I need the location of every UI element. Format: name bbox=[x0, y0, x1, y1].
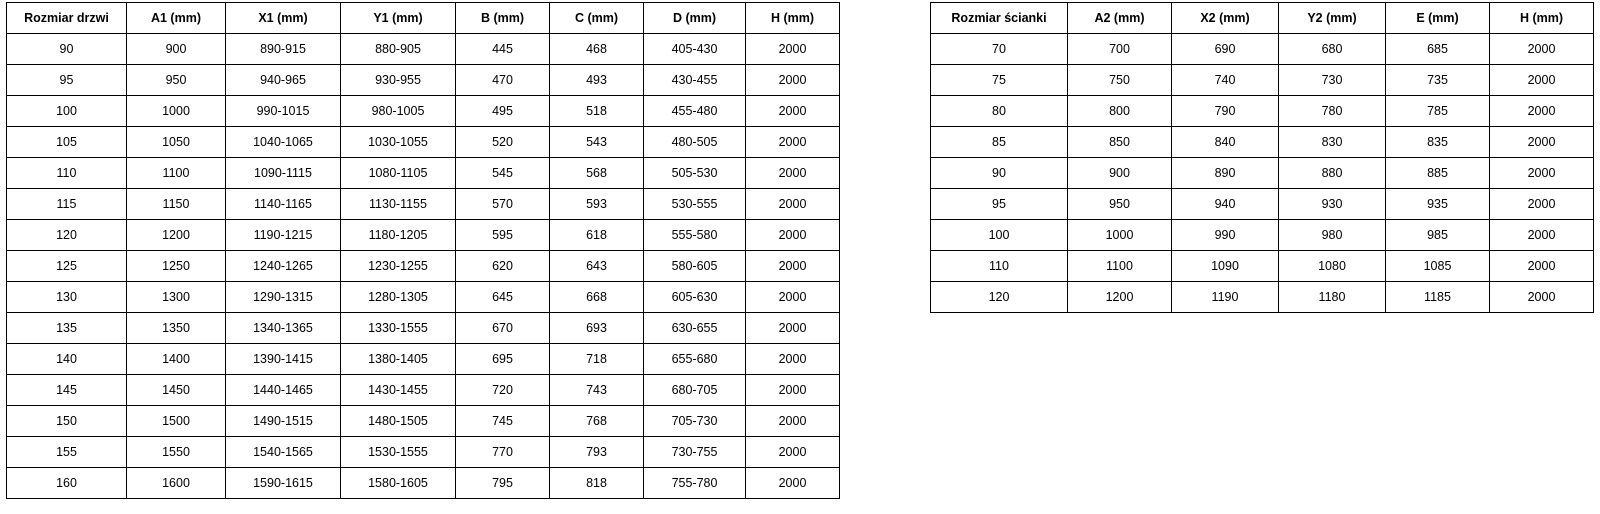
table-row bbox=[7, 375, 840, 406]
walls-cell: 890 bbox=[1172, 158, 1279, 189]
walls-cell: 75 bbox=[931, 65, 1068, 96]
doors-cell: 1280-1305 bbox=[341, 282, 456, 313]
doors-cell: 618 bbox=[550, 220, 644, 251]
doors-table-body bbox=[7, 34, 840, 499]
table-row bbox=[7, 127, 840, 158]
table-header-row bbox=[7, 3, 840, 34]
doors-cell: 470 bbox=[456, 65, 550, 96]
walls-cell: 840 bbox=[1172, 127, 1279, 158]
doors-cell: 555-580 bbox=[644, 220, 746, 251]
walls-column-header: Y2 (mm) bbox=[1279, 3, 1386, 34]
doors-cell: 145 bbox=[7, 375, 127, 406]
doors-cell: 730-755 bbox=[644, 437, 746, 468]
walls-cell: 950 bbox=[1068, 189, 1172, 220]
doors-cell: 2000 bbox=[746, 344, 840, 375]
doors-cell: 743 bbox=[550, 375, 644, 406]
walls-cell: 935 bbox=[1386, 189, 1490, 220]
table-row bbox=[7, 158, 840, 189]
table-row bbox=[7, 34, 840, 65]
doors-cell: 755-780 bbox=[644, 468, 746, 499]
doors-cell: 545 bbox=[456, 158, 550, 189]
doors-cell: 1440-1465 bbox=[226, 375, 341, 406]
doors-cell: 105 bbox=[7, 127, 127, 158]
doors-cell: 1400 bbox=[127, 344, 226, 375]
doors-cell: 568 bbox=[550, 158, 644, 189]
doors-cell: 1590-1615 bbox=[226, 468, 341, 499]
doors-cell: 950 bbox=[127, 65, 226, 96]
walls-cell: 1180 bbox=[1279, 282, 1386, 313]
doors-cell: 430-455 bbox=[644, 65, 746, 96]
walls-cell: 80 bbox=[931, 96, 1068, 127]
walls-column-header: E (mm) bbox=[1386, 3, 1490, 34]
doors-cell: 115 bbox=[7, 189, 127, 220]
doors-cell: 495 bbox=[456, 96, 550, 127]
doors-cell: 1330-1555 bbox=[341, 313, 456, 344]
table-header-row bbox=[931, 3, 1594, 34]
walls-cell: 100 bbox=[931, 220, 1068, 251]
doors-cell: 1450 bbox=[127, 375, 226, 406]
walls-cell: 800 bbox=[1068, 96, 1172, 127]
walls-cell: 850 bbox=[1068, 127, 1172, 158]
walls-cell: 70 bbox=[931, 34, 1068, 65]
doors-cell: 695 bbox=[456, 344, 550, 375]
table-row bbox=[7, 251, 840, 282]
doors-cell: 2000 bbox=[746, 96, 840, 127]
doors-cell: 2000 bbox=[746, 468, 840, 499]
walls-cell: 685 bbox=[1386, 34, 1490, 65]
doors-cell: 135 bbox=[7, 313, 127, 344]
doors-cell: 705-730 bbox=[644, 406, 746, 437]
doors-cell: 405-430 bbox=[644, 34, 746, 65]
table-row bbox=[7, 406, 840, 437]
doors-column-header: D (mm) bbox=[644, 3, 746, 34]
doors-cell: 1380-1405 bbox=[341, 344, 456, 375]
walls-cell: 95 bbox=[931, 189, 1068, 220]
doors-cell: 1580-1605 bbox=[341, 468, 456, 499]
walls-table-body bbox=[931, 34, 1594, 313]
doors-cell: 1250 bbox=[127, 251, 226, 282]
doors-cell: 655-680 bbox=[644, 344, 746, 375]
walls-cell: 900 bbox=[1068, 158, 1172, 189]
table-row bbox=[931, 96, 1594, 127]
doors-cell: 2000 bbox=[746, 375, 840, 406]
walls-cell: 885 bbox=[1386, 158, 1490, 189]
doors-cell: 593 bbox=[550, 189, 644, 220]
walls-cell: 2000 bbox=[1490, 282, 1594, 313]
doors-cell: 580-605 bbox=[644, 251, 746, 282]
walls-cell: 785 bbox=[1386, 96, 1490, 127]
doors-cell: 2000 bbox=[746, 406, 840, 437]
doors-cell: 720 bbox=[456, 375, 550, 406]
walls-cell: 1080 bbox=[1279, 251, 1386, 282]
doors-cell: 668 bbox=[550, 282, 644, 313]
walls-cell: 1185 bbox=[1386, 282, 1490, 313]
doors-dimension-table bbox=[6, 2, 840, 499]
doors-cell: 1100 bbox=[127, 158, 226, 189]
doors-cell: 1030-1055 bbox=[341, 127, 456, 158]
table-row bbox=[7, 189, 840, 220]
doors-cell: 468 bbox=[550, 34, 644, 65]
doors-cell: 880-905 bbox=[341, 34, 456, 65]
doors-cell: 2000 bbox=[746, 158, 840, 189]
doors-column-header: C (mm) bbox=[550, 3, 644, 34]
doors-cell: 530-555 bbox=[644, 189, 746, 220]
doors-cell: 980-1005 bbox=[341, 96, 456, 127]
doors-cell: 1550 bbox=[127, 437, 226, 468]
walls-cell: 2000 bbox=[1490, 65, 1594, 96]
table-row bbox=[7, 437, 840, 468]
doors-cell: 1230-1255 bbox=[341, 251, 456, 282]
doors-cell: 745 bbox=[456, 406, 550, 437]
doors-cell: 160 bbox=[7, 468, 127, 499]
doors-cell: 95 bbox=[7, 65, 127, 96]
walls-cell: 2000 bbox=[1490, 127, 1594, 158]
doors-cell: 1430-1455 bbox=[341, 375, 456, 406]
doors-cell: 1600 bbox=[127, 468, 226, 499]
walls-cell: 880 bbox=[1279, 158, 1386, 189]
walls-cell: 1085 bbox=[1386, 251, 1490, 282]
table-row bbox=[7, 65, 840, 96]
doors-cell: 1240-1265 bbox=[226, 251, 341, 282]
doors-cell: 1490-1515 bbox=[226, 406, 341, 437]
doors-cell: 2000 bbox=[746, 220, 840, 251]
doors-cell: 455-480 bbox=[644, 96, 746, 127]
doors-cell: 1090-1115 bbox=[226, 158, 341, 189]
doors-cell: 1140-1165 bbox=[226, 189, 341, 220]
doors-cell: 670 bbox=[456, 313, 550, 344]
doors-cell: 110 bbox=[7, 158, 127, 189]
doors-cell: 900 bbox=[127, 34, 226, 65]
table-row bbox=[7, 220, 840, 251]
doors-column-header: B (mm) bbox=[456, 3, 550, 34]
doors-cell: 1150 bbox=[127, 189, 226, 220]
doors-cell: 1180-1205 bbox=[341, 220, 456, 251]
doors-cell: 770 bbox=[456, 437, 550, 468]
doors-cell: 1040-1065 bbox=[226, 127, 341, 158]
doors-cell: 1000 bbox=[127, 96, 226, 127]
walls-cell: 835 bbox=[1386, 127, 1490, 158]
walls-cell: 690 bbox=[1172, 34, 1279, 65]
doors-cell: 990-1015 bbox=[226, 96, 341, 127]
doors-cell: 818 bbox=[550, 468, 644, 499]
doors-cell: 643 bbox=[550, 251, 644, 282]
walls-cell: 735 bbox=[1386, 65, 1490, 96]
doors-cell: 518 bbox=[550, 96, 644, 127]
table-row bbox=[931, 158, 1594, 189]
walls-cell: 85 bbox=[931, 127, 1068, 158]
doors-cell: 630-655 bbox=[644, 313, 746, 344]
doors-cell: 2000 bbox=[746, 282, 840, 313]
doors-cell: 2000 bbox=[746, 65, 840, 96]
walls-cell: 1000 bbox=[1068, 220, 1172, 251]
walls-cell: 1090 bbox=[1172, 251, 1279, 282]
walls-column-header: H (mm) bbox=[1490, 3, 1594, 34]
doors-cell: 1390-1415 bbox=[226, 344, 341, 375]
doors-cell: 793 bbox=[550, 437, 644, 468]
doors-cell: 2000 bbox=[746, 127, 840, 158]
walls-cell: 700 bbox=[1068, 34, 1172, 65]
walls-cell: 990 bbox=[1172, 220, 1279, 251]
table-row bbox=[7, 313, 840, 344]
doors-cell: 120 bbox=[7, 220, 127, 251]
table-row bbox=[7, 282, 840, 313]
doors-cell: 90 bbox=[7, 34, 127, 65]
walls-cell: 1190 bbox=[1172, 282, 1279, 313]
doors-cell: 620 bbox=[456, 251, 550, 282]
table-row bbox=[931, 251, 1594, 282]
table-row bbox=[7, 468, 840, 499]
doors-cell: 2000 bbox=[746, 313, 840, 344]
walls-cell: 2000 bbox=[1490, 96, 1594, 127]
doors-cell: 570 bbox=[456, 189, 550, 220]
doors-cell: 1130-1155 bbox=[341, 189, 456, 220]
doors-cell: 155 bbox=[7, 437, 127, 468]
doors-cell: 1300 bbox=[127, 282, 226, 313]
doors-cell: 140 bbox=[7, 344, 127, 375]
doors-cell: 645 bbox=[456, 282, 550, 313]
walls-cell: 2000 bbox=[1490, 189, 1594, 220]
table-row bbox=[931, 34, 1594, 65]
doors-cell: 1050 bbox=[127, 127, 226, 158]
walls-cell: 980 bbox=[1279, 220, 1386, 251]
doors-cell: 693 bbox=[550, 313, 644, 344]
doors-cell: 543 bbox=[550, 127, 644, 158]
walls-cell: 790 bbox=[1172, 96, 1279, 127]
table-row bbox=[931, 220, 1594, 251]
doors-dimension-table-container bbox=[6, 2, 840, 499]
walls-cell: 730 bbox=[1279, 65, 1386, 96]
doors-cell: 125 bbox=[7, 251, 127, 282]
walls-cell: 780 bbox=[1279, 96, 1386, 127]
walls-cell: 110 bbox=[931, 251, 1068, 282]
doors-cell: 795 bbox=[456, 468, 550, 499]
doors-cell: 1190-1215 bbox=[226, 220, 341, 251]
walls-dimension-table bbox=[930, 2, 1594, 313]
doors-cell: 1540-1565 bbox=[226, 437, 341, 468]
doors-cell: 1340-1365 bbox=[226, 313, 341, 344]
doors-cell: 595 bbox=[456, 220, 550, 251]
doors-cell: 150 bbox=[7, 406, 127, 437]
doors-cell: 1530-1555 bbox=[341, 437, 456, 468]
doors-cell: 520 bbox=[456, 127, 550, 158]
walls-cell: 90 bbox=[931, 158, 1068, 189]
doors-cell: 100 bbox=[7, 96, 127, 127]
doors-cell: 445 bbox=[456, 34, 550, 65]
doors-cell: 505-530 bbox=[644, 158, 746, 189]
walls-cell: 2000 bbox=[1490, 220, 1594, 251]
doors-cell: 2000 bbox=[746, 437, 840, 468]
walls-cell: 940 bbox=[1172, 189, 1279, 220]
doors-cell: 130 bbox=[7, 282, 127, 313]
walls-cell: 2000 bbox=[1490, 158, 1594, 189]
doors-cell: 605-630 bbox=[644, 282, 746, 313]
walls-cell: 930 bbox=[1279, 189, 1386, 220]
doors-cell: 2000 bbox=[746, 189, 840, 220]
doors-cell: 2000 bbox=[746, 251, 840, 282]
doors-cell: 493 bbox=[550, 65, 644, 96]
walls-cell: 750 bbox=[1068, 65, 1172, 96]
doors-cell: 480-505 bbox=[644, 127, 746, 158]
doors-cell: 940-965 bbox=[226, 65, 341, 96]
doors-cell: 718 bbox=[550, 344, 644, 375]
walls-column-header: X2 (mm) bbox=[1172, 3, 1279, 34]
table-row bbox=[931, 189, 1594, 220]
doors-column-header: X1 (mm) bbox=[226, 3, 341, 34]
walls-cell: 1200 bbox=[1068, 282, 1172, 313]
walls-table-header bbox=[931, 3, 1594, 34]
doors-cell: 680-705 bbox=[644, 375, 746, 406]
doors-table-header bbox=[7, 3, 840, 34]
doors-cell: 1350 bbox=[127, 313, 226, 344]
table-row bbox=[931, 282, 1594, 313]
doors-cell: 1500 bbox=[127, 406, 226, 437]
walls-column-header: A2 (mm) bbox=[1068, 3, 1172, 34]
walls-cell: 2000 bbox=[1490, 251, 1594, 282]
doors-cell: 890-915 bbox=[226, 34, 341, 65]
doors-cell: 1200 bbox=[127, 220, 226, 251]
walls-cell: 830 bbox=[1279, 127, 1386, 158]
walls-dimension-table-container bbox=[930, 2, 1594, 313]
doors-cell: 1290-1315 bbox=[226, 282, 341, 313]
walls-cell: 985 bbox=[1386, 220, 1490, 251]
doors-cell: 768 bbox=[550, 406, 644, 437]
walls-column-header: Rozmiar ścianki bbox=[931, 3, 1068, 34]
table-row bbox=[931, 65, 1594, 96]
walls-cell: 120 bbox=[931, 282, 1068, 313]
doors-cell: 930-955 bbox=[341, 65, 456, 96]
doors-column-header: H (mm) bbox=[746, 3, 840, 34]
table-row bbox=[931, 127, 1594, 158]
doors-cell: 1480-1505 bbox=[341, 406, 456, 437]
doors-column-header: Y1 (mm) bbox=[341, 3, 456, 34]
walls-cell: 740 bbox=[1172, 65, 1279, 96]
doors-cell: 1080-1105 bbox=[341, 158, 456, 189]
table-row bbox=[7, 344, 840, 375]
walls-cell: 680 bbox=[1279, 34, 1386, 65]
walls-cell: 2000 bbox=[1490, 34, 1594, 65]
table-row bbox=[7, 96, 840, 127]
doors-column-header: Rozmiar drzwi bbox=[7, 3, 127, 34]
walls-cell: 1100 bbox=[1068, 251, 1172, 282]
doors-cell: 2000 bbox=[746, 34, 840, 65]
doors-column-header: A1 (mm) bbox=[127, 3, 226, 34]
